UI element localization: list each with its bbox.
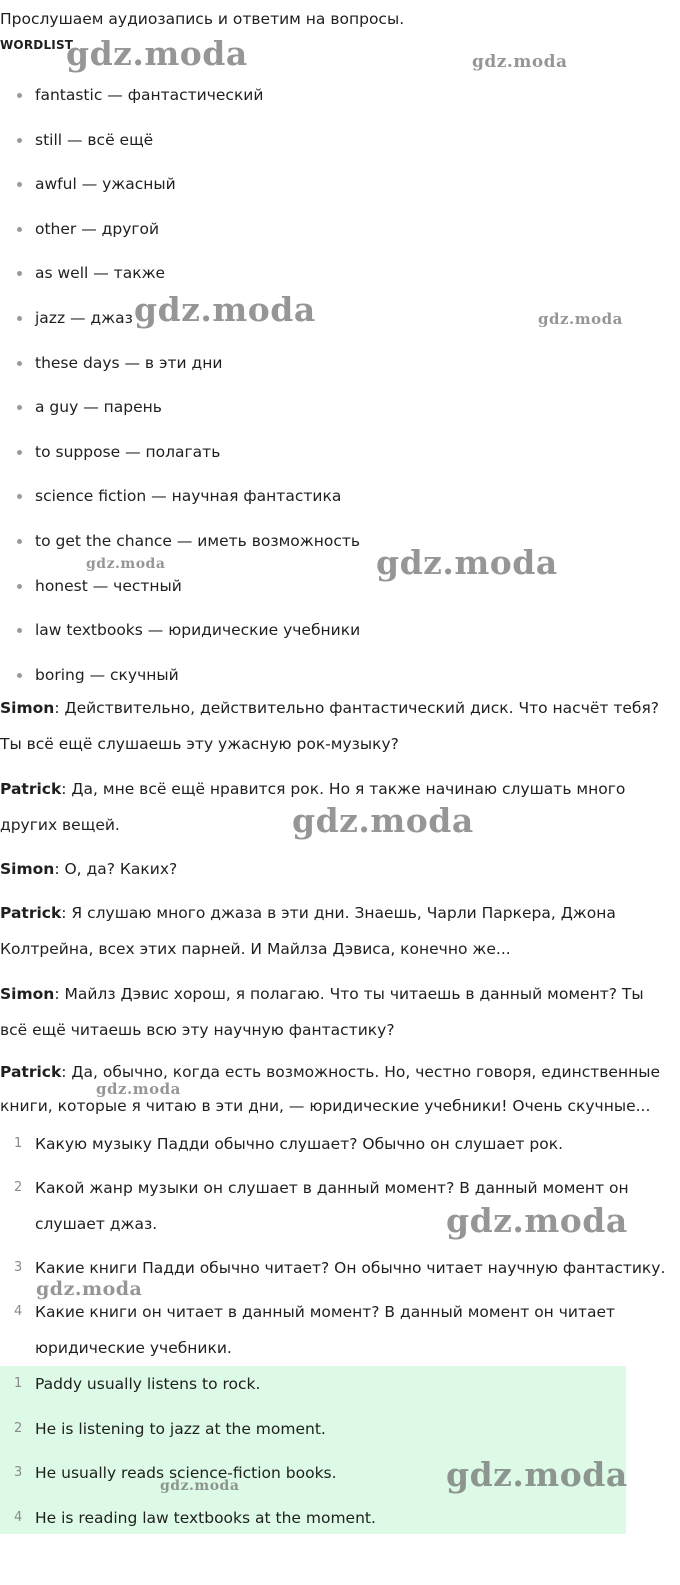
answer-item: 2 He is listening to jazz at the moment. <box>14 1419 326 1438</box>
bullet-icon <box>17 361 22 366</box>
dialogue-line: Simon: О, да? Каких? <box>0 860 178 878</box>
watermark: gdz.moda <box>446 1455 628 1494</box>
bullet-icon <box>17 628 22 633</box>
bullet-icon <box>17 450 22 455</box>
watermark: gdz.moda <box>472 52 568 72</box>
wordlist-item: law textbooks — юридические учебники <box>0 608 680 653</box>
watermark: gdz.moda <box>96 1080 181 1098</box>
wordlist-item: other — другой <box>0 207 680 252</box>
dialogue-line: Simon: Майлз Дэвис хорош, я полагаю. Что ты читаешь в данный момент? Ты всё ещё читаешь всю эту научную фантастику? <box>0 985 644 1039</box>
watermark: gdz.moda <box>86 556 166 572</box>
watermark: gdz.moda <box>160 1478 240 1494</box>
intro-text: Прослушаем аудиозапись и ответим на вопросы. <box>0 10 405 28</box>
bullet-icon <box>17 93 22 98</box>
question-item: 3 Какие книги Падди обычно читает? Он обычно читает научную фантастику. <box>14 1259 666 1277</box>
wordlist-item: science fiction — научная фантастика <box>0 474 680 519</box>
dialogue-line: Patrick: Да, мне всё ещё нравится рок. Но я также начинаю слушать много других вещей. <box>0 780 626 834</box>
bullet-icon <box>17 138 22 143</box>
bullet-icon <box>17 316 22 321</box>
dialogue-line: Patrick: Да, обычно, когда есть возможность. Но, честно говоря, единственные книги, которые я читаю в эти дни, — юридические учебники! Очень скучные... <box>0 1063 661 1115</box>
dialogue-line: Patrick: Я слушаю много джаза в эти дни. Знаешь, Чарли Паркера, Джона Колтрейна, всех этих парней. И Майлза Дэвиса, конечно же... <box>0 904 616 958</box>
answer-item: 4 He is reading law textbooks at the moment. <box>14 1508 376 1527</box>
wordlist-item: these days — в эти дни <box>0 341 680 386</box>
bullet-icon <box>17 584 22 589</box>
watermark: gdz.moda <box>36 1278 143 1300</box>
watermark: gdz.moda <box>66 34 248 73</box>
wordlist-item: to get the chance — иметь возможность <box>0 519 680 564</box>
bullet-icon <box>17 539 22 544</box>
watermark: gdz.moda <box>134 290 316 329</box>
wordlist-item: boring — скучный <box>0 653 680 698</box>
bullet-icon <box>17 227 22 232</box>
answer-item: 1 Paddy usually listens to rock. <box>14 1375 261 1393</box>
watermark: gdz.moda <box>292 801 474 840</box>
dialogue-line: Simon: Действительно, действительно фантастический диск. Что насчёт тебя? Ты всё ещё слушаешь эту ужасную рок-музыку? <box>0 699 660 753</box>
wordlist-item: honest — честный <box>0 564 680 609</box>
wordlist-item: awful — ужасный <box>0 162 680 207</box>
watermark: gdz.moda <box>446 1201 628 1240</box>
wordlist-item: jazz — джаз <box>0 296 680 341</box>
bullet-icon <box>17 182 22 187</box>
wordlist <box>0 73 680 697</box>
question-item: 4 Какие книги он читает в данный момент? В данный момент он читает юридические учебники. <box>14 1303 616 1357</box>
watermark: gdz.moda <box>376 543 558 582</box>
answer-item: 3 He usually reads science-fiction books. <box>14 1464 337 1483</box>
wordlist-item: to suppose — полагать <box>0 430 680 475</box>
wordlist-item: fantastic — фантастический <box>0 73 680 118</box>
bullet-icon <box>17 271 22 276</box>
bullet-icon <box>17 494 22 499</box>
wordlist-item: a guy — парень <box>0 385 680 430</box>
wordlist-item: still — всё ещё <box>0 118 680 163</box>
bullet-icon <box>17 673 22 678</box>
questions-list <box>0 1126 680 1374</box>
question-item: 2 Какой жанр музыки он слушает в данный момент? В данный момент он слушает джаз. <box>14 1179 629 1233</box>
bullet-icon <box>17 405 22 410</box>
watermark: gdz.moda <box>538 310 623 328</box>
question-item: 1 Какую музыку Падди обычно слушает? Обычно он слушает рок. <box>14 1135 564 1153</box>
wordlist-item: as well — также <box>0 251 680 296</box>
wordlist-heading: WORDLIST <box>0 38 74 52</box>
